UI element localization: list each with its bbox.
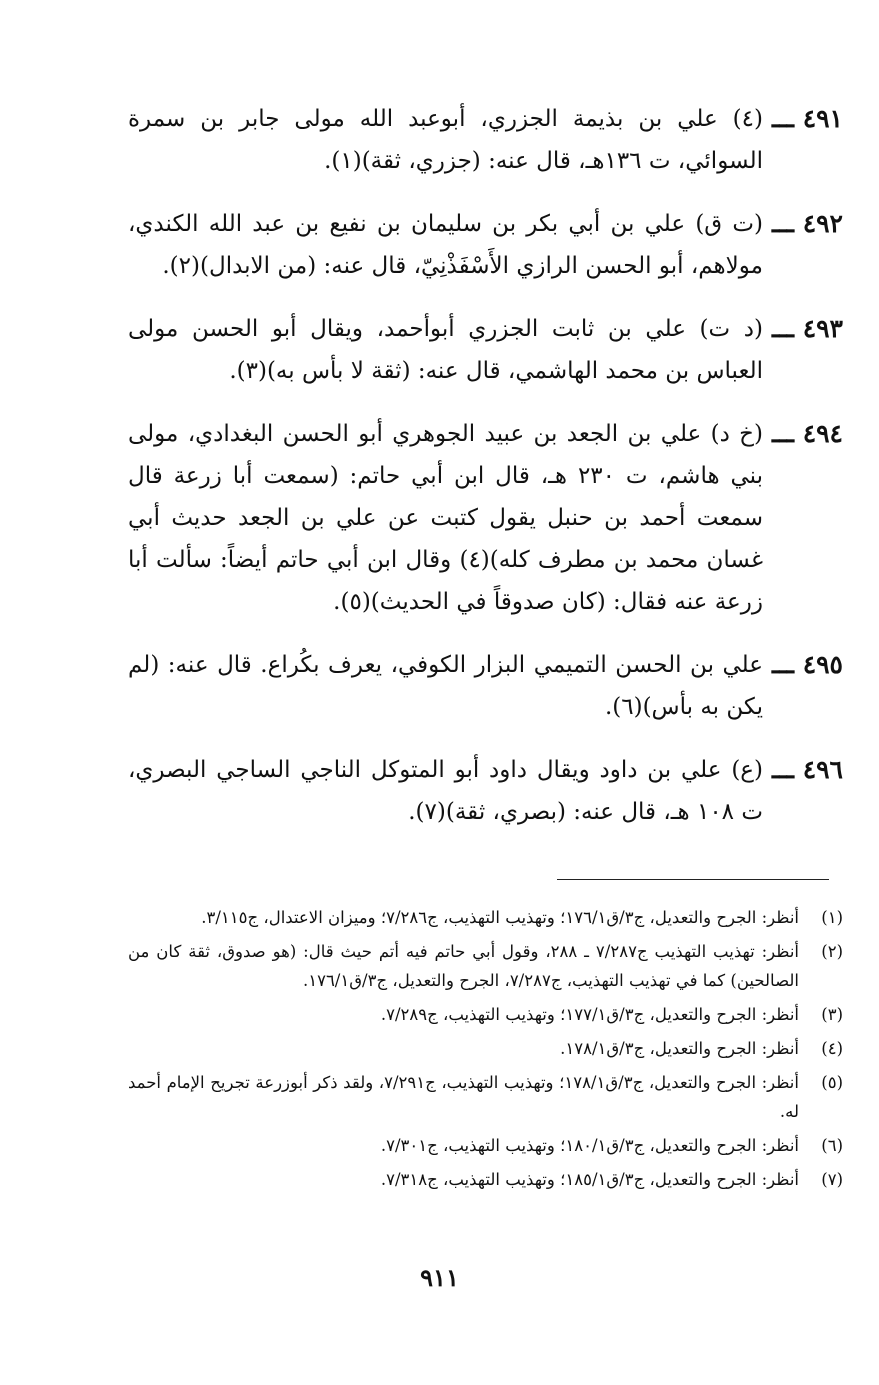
footnote-number: (١) <box>821 908 843 927</box>
footnote-number: (٤) <box>821 1039 843 1058</box>
footnote-3 <box>128 1000 843 1029</box>
footnote-text: أنظر: الجرح والتعديل، ج٣/ق١٨٠/١؛ وتهذيب التهذيب، ج٧/٣٠١. <box>380 1136 799 1155</box>
entry-491 <box>128 98 843 182</box>
entry-number: ٤٩١ ـــ <box>772 104 843 133</box>
footnote-5 <box>128 1068 843 1126</box>
footnote-text: أنظر: الجرح والتعديل، ج٣/ق١٧٨/١؛ وتهذيب التهذيب، ج٧/٢٩١، ولقد ذكر أبوزرعة تجريح الإمام أحمد له. <box>128 1073 799 1121</box>
entry-number: ٤٩٤ ـــ <box>772 419 843 448</box>
entry-text: علي بن الحسن التميمي البزار الكوفي، يعرف بكُراع. قال عنه: (لم يكن به بأس)(٦). <box>128 652 763 720</box>
biography-entries <box>128 98 843 854</box>
footnote-number: (٧) <box>821 1170 843 1189</box>
entry-text: (ت ق) علي بن أبي بكر بن سليمان بن نفيع بن عبد الله الكندي، مولاهم، أبو الحسن الرازي الأَسْفَذْنِيّ، قال عنه: (من الابدال)(٢). <box>128 211 763 279</box>
entry-496 <box>128 749 843 833</box>
footnote-2 <box>128 937 843 995</box>
footnote-text: أنظر: الجرح والتعديل، ج٣/ق١٧٨/١. <box>560 1039 799 1058</box>
entry-number: ٤٩٣ ـــ <box>772 314 843 343</box>
footnote-text: أنظر: الجرح والتعديل، ج٣/ق١٨٥/١؛ وتهذيب التهذيب، ج٧/٣١٨. <box>380 1170 799 1189</box>
entry-number: ٤٩٥ ـــ <box>772 650 843 679</box>
footnote-1 <box>128 903 843 932</box>
entry-492 <box>128 203 843 287</box>
footnote-number: (٢) <box>821 942 843 961</box>
entry-number: ٤٩٦ ـــ <box>772 755 843 784</box>
footnote-number: (٥) <box>821 1073 843 1092</box>
entry-495 <box>128 644 843 728</box>
footnote-4 <box>128 1034 843 1063</box>
entry-number: ٤٩٢ ـــ <box>772 209 843 238</box>
entry-text: (د ت) علي بن ثابت الجزري أبوأحمد، ويقال أبو الحسن مولى العباس بن محمد الهاشمي، قال عنه: (ثقة لا بأس به)(٣). <box>128 316 763 384</box>
entry-493 <box>128 308 843 392</box>
entry-text: (ع) علي بن داود ويقال داود أبو المتوكل الناجي الساجي البصري، ت ١٠٨ هـ، قال عنه: (بصري، ثقة)(٧). <box>128 757 763 825</box>
footnote-text: أنظر: الجرح والتعديل، ج٣/ق١٧٦/١؛ وتهذيب التهذيب، ج٧/٢٨٦؛ وميزان الاعتدال، ج٣/١١٥. <box>201 908 799 927</box>
footnote-number: (٣) <box>821 1005 843 1024</box>
entry-text: (خ د) علي بن الجعد بن عبيد الجوهري أبو الحسن البغدادي، مولى بني هاشم، ت ٢٣٠ هـ، قال ابن أبي حاتم: (سمعت أبا زرعة قال سمعت أحمد بن حنبل يقول كتبت عن علي بن الجعد حديث أبي غسان محمد بن مطرف كله)(٤) وقال ابن أبي حاتم أيضاً: سألت أبا زرعة عنه فقال: (كان صدوقاً في الحديث)(٥). <box>128 421 763 615</box>
footnote-text: أنظر: تهذيب التهذيب ج٧/٢٨٧ ـ ٢٨٨، وقول أبي حاتم فيه أتم حيث قال: (هو صدوق، ثقة كان من الصالحين) كما في تهذيب التهذيب، ج٧/٢٨٧، الجرح والتعديل، ج٣/ق١٧٦/١. <box>128 942 799 990</box>
page-number: ٩١١ <box>420 1263 459 1292</box>
footnotes <box>128 903 843 1199</box>
footnote-6 <box>128 1131 843 1160</box>
entry-494 <box>128 413 843 623</box>
footnote-text: أنظر: الجرح والتعديل، ج٣/ق١٧٧/١؛ وتهذيب التهذيب، ج٧/٢٨٩. <box>380 1005 799 1024</box>
footnote-separator <box>557 879 829 880</box>
footnote-number: (٦) <box>821 1136 843 1155</box>
footnote-7 <box>128 1165 843 1194</box>
entry-text: (٤) علي بن بذيمة الجزري، أبوعبد الله مولى جابر بن سمرة السوائي، ت ١٣٦هـ، قال عنه: (جزري، ثقة)(١). <box>128 106 763 174</box>
